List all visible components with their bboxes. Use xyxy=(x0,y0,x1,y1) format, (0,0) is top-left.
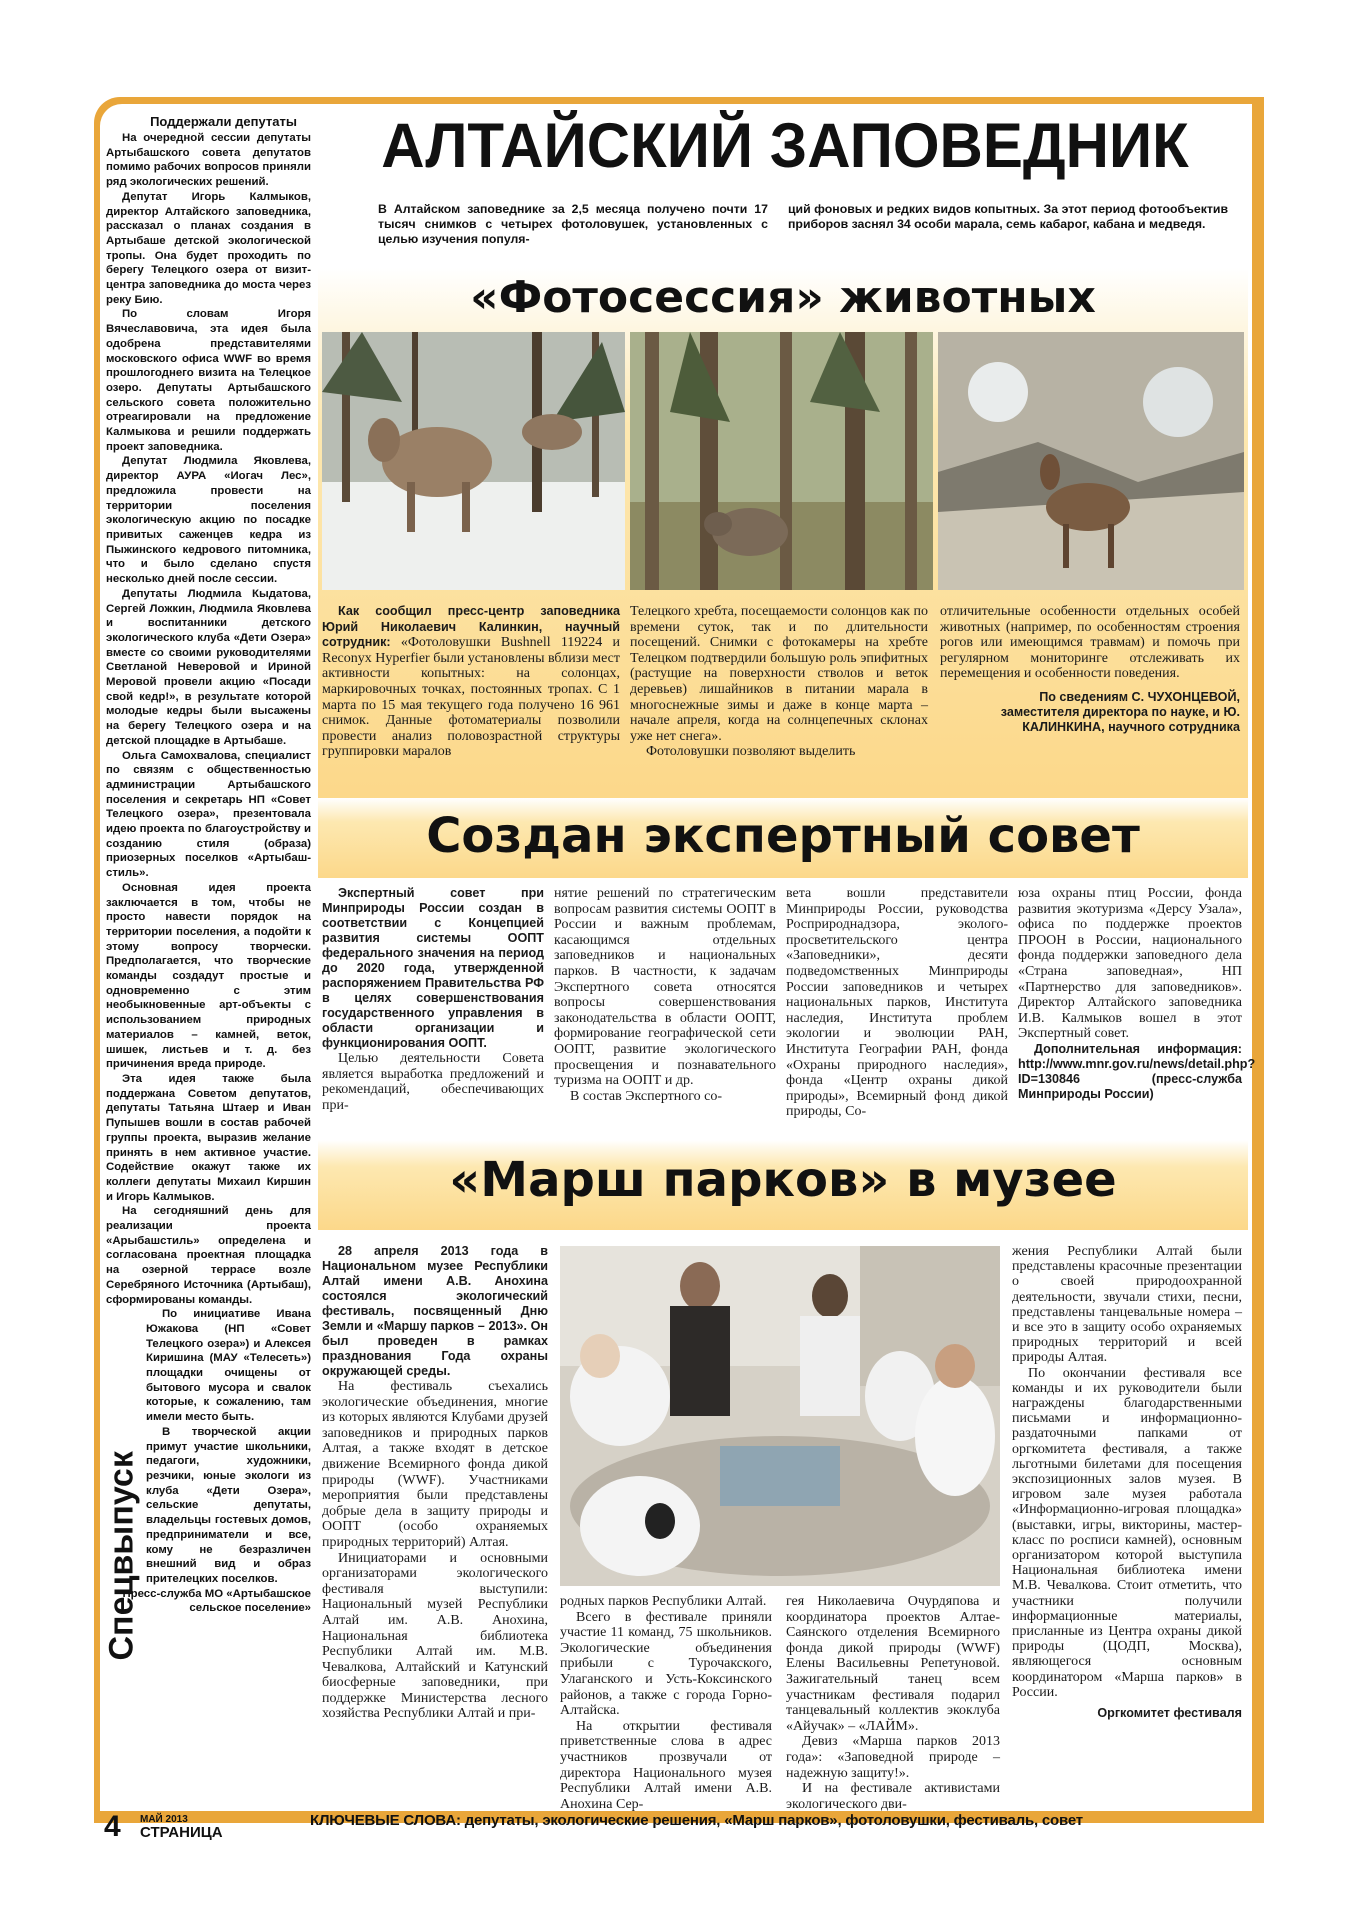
article2-text: нятие решений по стратегическим вопросам развития системы ООПТ в России и важным проблемам, касающимся отдельных заповедников и национальных парков. В частности, к задачам Экспертного совета относятся вопросы совершенствования законодательства в области ООПТ, формирование географической сети ООПТ, развитие экологического просвещения и познавательного туризма на ООПТ и др. xyxy=(554,886,776,1089)
article1-col3 xyxy=(940,604,1240,735)
sidebar-paragraph: В творческой акции примут участие школьники, педагоги, художники, резчики, юные экологи из клуба «Дети Озера», сельские депутаты, владельцы гостевых домов, предприниматели и все, кому не безразличен внешний вид и образ прителецких поселков. xyxy=(146,1425,311,1585)
article1-text: Телецкого хребта, посещаемости солонцов как по времени суток, так и по длительности посещений. Снимки с фотокамеры на хребте Телецком подтвердили большую роль эпифитных (растущие на поверхности стволов и веток деревьев) лишайников в питании марала в многоснежные зимы и даже в конце марта – начале апреля, когда на солнцепечных склонах уже нет снега». xyxy=(630,604,928,744)
article3-text: Инициаторами и основными организаторами экологического фестиваля выступили: Национальный музей Республики Алтай им. А.В. Анохина, Национальная библиотека Республики Алтай им. М.В. Чевалкова, Алтайский и Катунский биосферные заповедники, при поддержке Министерства лесного хозяйства Республики Алтай и при- xyxy=(322,1550,548,1722)
article3-text: Всего в фестивале приняли участие 11 команд, 75 школьников. Экологические объединения прибыли с Турочакского, Улаганского и Усть-Коксинского районов, а также с города Горно-Алтайска. xyxy=(560,1609,772,1719)
lead-left: В Алтайском заповеднике за 2,5 месяца получено почти 17 тысяч снимков с четырех фотоловушек, установленных с целью изучения популя- xyxy=(378,202,768,246)
section-label: Спецвыпуск xyxy=(102,1451,141,1661)
page-label: СТРАНИЦА xyxy=(140,1824,223,1841)
article2-lead: Экспертный совет при Минприроды России создан в соответствии с Концепцией развития системы ООПТ федерального значения на период до 2020 года, утвержденной распоряжением Правительства РФ в целях совершенствования государственного управления в области организации и функционирования ООПТ. xyxy=(322,886,544,1050)
section-label-box xyxy=(100,1300,140,1800)
sidebar-paragraph: По словам Игоря Вячеславовича, эта идея была одобрена представителями московского офиса WWF во время прошлогоднего визита на Телецкое озеро. Депутаты Артыбашского сельского совета положительно отреагировали на предложение Калмыкова и решили поддержать проект заповедника. xyxy=(106,308,311,453)
article3-text: родных парков Республики Алтай. xyxy=(560,1594,767,1609)
sidebar-paragraph: Ольга Самохвалова, специалист по связям с общественностью администрации Артыбашского поселения и секретарь НП «Совет Телецкого озера», презентовала идею проекта по благоустройству и созданию стиля (образа) приозерных поселков «Артыбаш-стиль». xyxy=(106,749,311,880)
article3-text: Девиз «Марша парков 2013 года»: «Заповедной природе – надежную защиту!». xyxy=(786,1734,1000,1781)
photo-maral-snow xyxy=(322,332,625,590)
article2-col1 xyxy=(322,886,544,1113)
sidebar-paragraph: На очередной сессии депутаты Артыбашского совета депутатов помимо рабочих вопросов приняли ряд экологических решений. xyxy=(106,132,311,189)
sidebar-paragraph: Эта идея также была поддержана Советом депутатов, депутаты Татьяна Штаер и Иван Пупышев вошли в состав рабочей группы проекта, выразив желание принять в нем активное участие. Содействие окажут также их коллеги депутаты Михаил Киршин и Игорь Калмыков. xyxy=(106,1073,311,1203)
article3-text: жения Республики Алтай были представлены красочные презентации о своей природоохранной деятельности, звучали стихи, песни, представлены танцевальные номера – и все это в защиту особо охраняемых природных территорий и всей природы Алтая. xyxy=(1012,1244,1242,1366)
article3-col2 xyxy=(560,1594,772,1812)
article1-col1 xyxy=(322,604,620,760)
article3-text: На фестиваль съехались экологические объединения, многие из которых являются Клубами друзей заповедников и природных парков Алтая, а также входят в детское движение Всемирного фонда дикой природы (WWF). Участниками мероприятия были представлены добрые дела в защиту природы и ООПТ (особо охраняемых природных территорий) Алтая. xyxy=(322,1379,548,1550)
photo-bear-forest xyxy=(630,332,933,590)
article3-text: гея Николаевича Очурдяпова и координатора проектов Алтае-Саянского отделения Всемирного фонда дикой природы (WWF) Елены Васильевны Репетуновой. Зажигательный танец всем участникам фестиваля подарил танцевальный коллектив экоклуба «Айучак» – «ЛАЙМ». xyxy=(786,1594,1000,1734)
article1-source: По сведениям С. ЧУХОНЦЕВОЙ, заместителя директора по науке, и Ю. КАЛИНКИНА, научного сотрудника xyxy=(1000,689,1240,734)
article3-text: И на фестивале активистами экологического дви- xyxy=(786,1781,1000,1812)
main-headline: АЛТАЙСКИЙ ЗАПОВЕДНИК xyxy=(381,110,1189,181)
photo-festival xyxy=(560,1246,1000,1586)
article1-title: «Фотосессия» животных xyxy=(470,272,1096,323)
sidebar-title: Поддержали депутаты xyxy=(150,114,297,129)
sidebar-paragraph: На сегодняшний день для реализации проекта «Арыбашстиль» определена и согласована проектная площадка на озерной террасе возле Серебряного Источника (Артыбаш), сформированы команды. xyxy=(106,1205,311,1306)
sidebar-paragraph: По инициативе Ивана Южакова (НП «Совет Телецкого озера») и Алексея Киришина (МАУ «Телесеть») площадки очищены от бытового мусора и свалок которые, к сожалению, там имели место быть. xyxy=(146,1308,311,1424)
article2-text: вета вошли представители Минприроды России, руководства Росприроднадзора, эколого-просветительского центра «Заповедники», десяти подведомственных Минприроды России заповедников и четырех национальных парков, Института наследия, Института проблем экологии и эволюции РАН, Института Географии РАН, фонда «Охраны природного наследия», фонда «Центр охраны дикой природы», Всемирный фонд дикой природы, Со- xyxy=(786,886,1008,1120)
article2-text: юза охраны птиц России, фонда развития экотуризма «Дерсу Узала», офиса по поддержке проектов ПРООН в России, национального фонда поддержки заповедного дела «Страна заповедная», НП «Партнерство для заповедников». Директор Алтайского заповедника И.В. Калмыков вошел в этот Экспертный совет. xyxy=(1018,886,1242,1042)
photo-maral-rock xyxy=(938,332,1244,590)
page-number: 4 xyxy=(104,1810,121,1843)
article1-text: отличительные особенности отдельных особей животных (например, по особенностям строения рогов или имеющимся травмам) и помочь при регулярном мониторинге отслеживать их перемещения и особенности поведения. xyxy=(940,604,1240,682)
article2-col3 xyxy=(786,886,1008,1120)
article1-text: Фотоловушки позволяют выделить xyxy=(646,744,856,760)
lead-right: ций фоновых и редких видов копытных. За этот период фотообъектив приборов заснял 34 особи марала, семь кабарог, кабана и медведя. xyxy=(788,202,1228,231)
article3-text: По окончании фестиваля все команды и их руководители были награждены благодарственными письмами и информационно-раздаточными папками от оргкомитета фестиваля, а также льготными билетами для посещения экспозиционных залов музея. В игровом зале музея работала «Информационно-игровая площадка» (выставки, игры, викторины, мастер-класс по росписи камней), основным организатором которой выступила Национальная библиотека имени М.В. Чевалкова. Стоит отметить, что участники получили информационные материалы, присланные из Центра охраны дикой природы (ЦОДП, Москва), являющегося основным координатором «Марша парков» в России. xyxy=(1012,1365,1242,1700)
article1-text: «Фотоловушки Bushnell 119224 и Reconyx Hyperfier были установлены вблизи мест активности копытных: на солонцах, маркировочных точках, постоянных тропах. С 1 марта по 15 мая текущего года получено 16 961 снимок. Данные фотоматериалы позволили провести анализ половозрастной структуры группировки маралов xyxy=(322,635,620,760)
sidebar-paragraph: Депутат Людмила Яковлева, директор АУРА «Иогач Лес», предложила провести на территории поселения экологическую акцию по посадке привитых саженцев кедра из Пыжинского кедрового питомника, что и было сделано спустя несколько дней после сессии. xyxy=(106,455,311,586)
article2-col2 xyxy=(554,886,776,1104)
sidebar-signature: Пресс-служба МО «Артыбашское сельское поселение» xyxy=(122,1587,311,1615)
issue-month: МАЙ 2013 xyxy=(140,1814,188,1825)
article2-text: В состав Экспертного со- xyxy=(570,1088,723,1104)
keywords-line: КЛЮЧЕВЫЕ СЛОВА: депутаты, экологические решения, «Марш парков», фотоловушки, фестиваль, совет xyxy=(310,1812,1083,1829)
sidebar-paragraph: Основная идея проекта заключается в том, чтобы не просто навести порядок на территории поселения, а подойти к этому вопросу творчески. Предполагается, что творческие команды создадут простые и одновременно с этим необыкновенные арт-объекты с использованием природных материалов – камней, веток, шишек, листьев и т. д. без причинения вреда природе. xyxy=(106,881,311,1071)
article1-lead: Как сообщил пресс-центр заповедника Юрий Николаевич Калинкин, научный сотрудник: xyxy=(322,604,620,650)
article3-col4 xyxy=(1012,1244,1242,1721)
article2-text: Целью деятельности Совета является выработка предложений и рекомендаций, обеспечивающих при- xyxy=(322,1051,544,1113)
article3-col3 xyxy=(786,1594,1000,1812)
article3-col1 xyxy=(322,1244,548,1722)
article2-more-info: Дополнительная информация: http://www.mnr.gov.ru/news/detail.php?ID=130846 (пресс-служба Минприроды России) xyxy=(1018,1041,1256,1101)
article3-text: На открытии фестиваля приветственные слова в адрес участников прозвучали от директора Национального музея Республики Алтай имени А.В. Анохина Сер- xyxy=(560,1718,772,1812)
issue-date xyxy=(140,1814,223,1841)
article1-col2 xyxy=(630,604,928,760)
article3-lead: 28 апреля 2013 года в Национальном музее Республики Алтай имени А.В. Анохина состоялся экологический фестиваль, посвященный Дню Земли и «Маршу парков – 2013». Он был проведен в рамках празднования Года охраны окружающей среды. xyxy=(322,1244,548,1378)
article2-title: Создан экспертный совет xyxy=(426,808,1140,864)
article3-title: «Марш парков» в музее xyxy=(449,1152,1117,1208)
article2-col4 xyxy=(1018,886,1256,1102)
sidebar-paragraph: Депутат Игорь Калмыков, директор Алтайского заповедника, рассказал о планах создания в Артыбаше детской экологической тропы. Она будет проходить по берегу Телецкого озера от визит-центра заповедника до моста через реку Бию. xyxy=(106,190,311,306)
article3-signature: Оргкомитет фестиваля xyxy=(1097,1706,1242,1721)
sidebar-paragraph: Депутаты Людмила Кыдатова, Сергей Ложкин, Людмила Яковлева и воспитанники детского экологического клуба «Дети Озера» вместе со своими руководителями Светланой Неверовой и Ириной Меровой провели акцию «Посади свой кедр!», в результате которой молодые кедры были высажены на берегу Телецкого озера и на детской площадке в Артыбаше. xyxy=(106,587,311,747)
